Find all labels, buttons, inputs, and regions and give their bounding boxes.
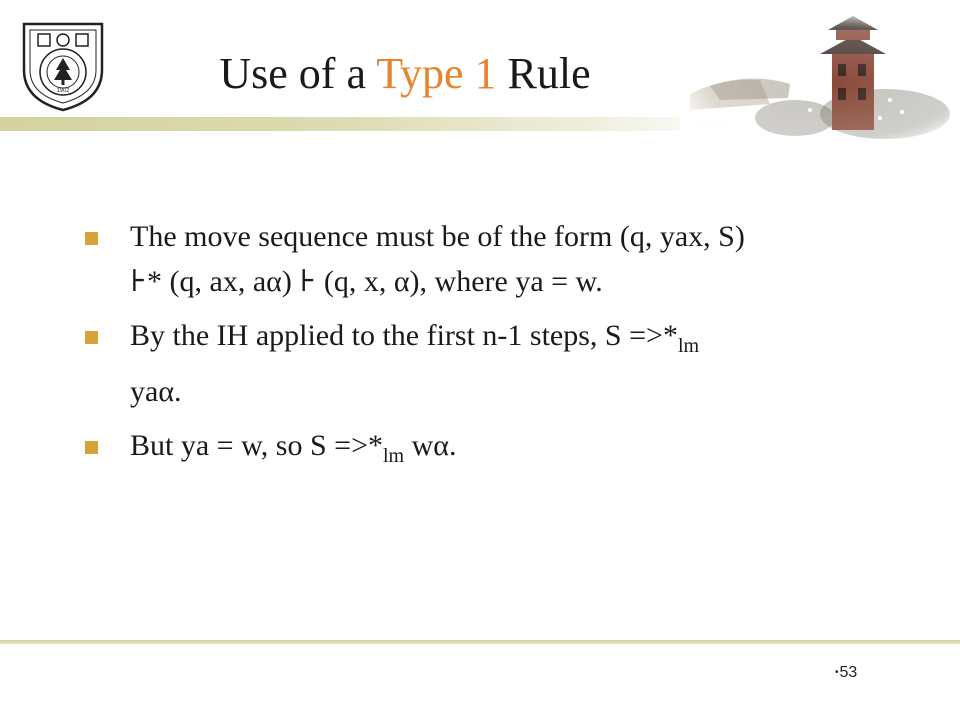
university-tower-photo (680, 14, 960, 139)
svg-text:1902: 1902 (56, 88, 70, 94)
bullet-item: By the IH applied to the first n-1 steps, $S =>*_{lm}$ yaα. (85, 313, 885, 414)
slide-title: Use of a Type 1 Rule (219, 49, 591, 98)
title-highlight: Type 1 (376, 49, 497, 98)
bullet-list (85, 214, 885, 488)
bullet-item: But ya = w, so $S =>*_{lm}$ wα. (85, 423, 885, 479)
title-underline-bar (0, 117, 735, 131)
bullet-square-icon (85, 331, 98, 344)
page-number: •53 (835, 664, 858, 681)
footer-divider (0, 640, 960, 644)
bullet-square-icon (85, 232, 98, 245)
bullet-square-icon (85, 441, 98, 454)
bullet-item: The move sequence must be of the form (q, yax, S) ⊦* (q, ax, aα) ⊦ (q, x, α), where ya = w. (85, 214, 885, 304)
